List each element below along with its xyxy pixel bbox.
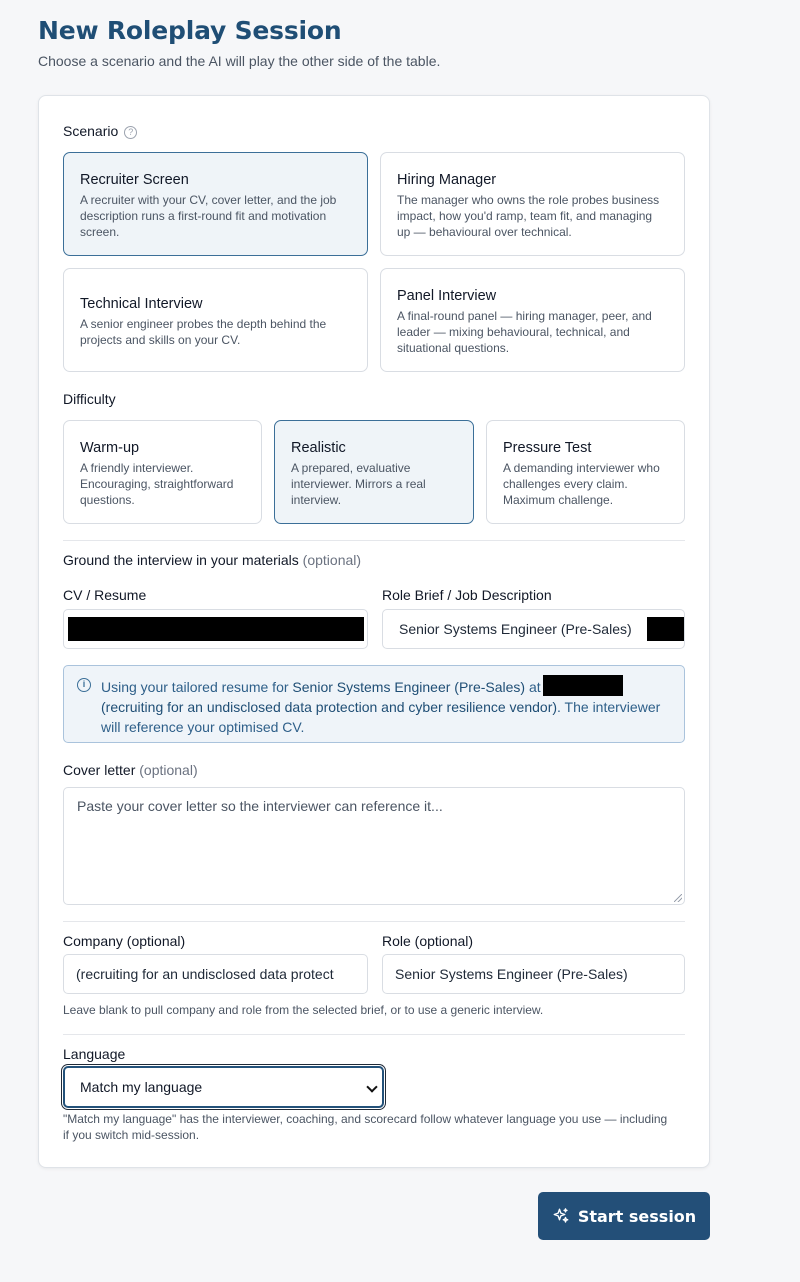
notice-prefix: Using your tailored resume for [101,679,289,695]
cover-letter-optional: (optional) [139,762,198,778]
redacted-block [68,617,364,641]
company-role-hint: Leave blank to pull company and role from the selected brief, or to use a generic interview. [63,1003,544,1017]
scenario-option-hiring-manager[interactable] [380,152,685,256]
difficulty-option-realistic[interactable] [274,420,474,524]
materials-label [63,552,361,568]
divider [63,1034,685,1035]
tailored-resume-notice [63,665,685,743]
role-input[interactable] [382,954,685,994]
difficulty-option-desc: A friendly interviewer. Encouraging, straightforward questions. [80,461,234,507]
scenario-option-desc: A final-round panel — hiring manager, peer, and leader — mixing behavioural, technical, and situational questions. [397,309,652,355]
difficulty-option-desc: A prepared, evaluative interviewer. Mirrors a real interview. [291,461,426,507]
company-label: Company (optional) [63,933,186,949]
company-input[interactable] [63,954,368,994]
scenario-option-desc: The manager who owns the role probes business impact, how you'd ramp, team fit, and managing up — behavioural over technical. [397,193,660,239]
materials-label-text: Ground the interview in your materials [63,552,299,568]
divider [63,540,685,541]
page-subtitle: Choose a scenario and the AI will play the other side of the table. [38,53,441,69]
scenario-option-technical-interview[interactable] [63,268,368,372]
session-form-card [38,95,710,1168]
difficulty-label: Difficulty [63,391,116,407]
difficulty-option-pressure-test[interactable] [486,420,685,524]
redacted-block [647,617,685,641]
role-input-value: Senior Systems Engineer (Pre-Sales) [395,966,628,982]
scenario-label-text: Scenario [63,123,119,139]
brief-label: Role Brief / Job Description [382,587,552,603]
scenario-option-recruiter-screen[interactable] [63,152,368,256]
divider [63,921,685,922]
scenario-option-title: Hiring Manager [397,172,497,188]
cv-label: CV / Resume [63,587,147,603]
difficulty-option-title: Realistic [291,440,346,456]
language-label: Language [63,1046,126,1062]
sparkle-icon [552,1207,570,1225]
role-label: Role (optional) [382,933,474,949]
resize-handle[interactable] [674,894,682,902]
start-session-button[interactable] [538,1192,710,1240]
language-select-value: Match my language [80,1079,203,1095]
help-icon[interactable]: ? [124,126,137,139]
notice-suffix: . The interviewer will reference your optimised CV. [101,699,661,735]
cover-letter-label-text: Cover letter [63,762,136,778]
difficulty-option-title: Warm-up [80,440,140,456]
language-hint: "Match my language" has the interviewer, coaching, and scorecard follow whatever language you use — including if you switch mid-session. [63,1112,668,1142]
difficulty-option-title: Pressure Test [503,440,592,456]
scenario-label [63,123,137,139]
difficulty-option-desc: A demanding interviewer who challenges every claim. Maximum challenge. [503,461,660,507]
cover-letter-placeholder: Paste your cover letter so the interviewer can reference it... [77,798,443,814]
brief-select[interactable] [382,609,685,649]
difficulty-option-warm-up[interactable] [63,420,262,524]
notice-role: Senior Systems Engineer (Pre-Sales) [292,679,526,695]
cover-letter-textarea[interactable] [63,787,685,905]
scenario-option-desc: A recruiter with your CV, cover letter, and the job description runs a first-round fit and motivation screen. [80,193,337,239]
scenario-option-title: Recruiter Screen [80,172,189,188]
materials-optional: (optional) [302,552,362,568]
cover-letter-label [63,762,198,778]
scenario-option-title: Technical Interview [80,296,203,312]
scenario-option-panel-interview[interactable] [380,268,685,372]
company-input-value: (recruiting for an undisclosed data protect [76,966,334,982]
scenario-option-title: Panel Interview [397,288,497,304]
page-title: New Roleplay Session [38,16,342,45]
notice-at: at [528,679,541,695]
notice-company: (recruiting for an undisclosed data protection and cyber resilience vendor) [101,699,558,715]
notice-text [101,675,676,737]
redacted-block [543,675,623,696]
chevron-down-icon [366,1081,377,1092]
info-icon: i [77,678,91,692]
brief-select-value: Senior Systems Engineer (Pre-Sales) [399,621,632,637]
start-session-label: Start session [577,1206,697,1226]
language-select[interactable] [63,1066,384,1108]
cv-select[interactable] [63,609,368,649]
scenario-option-desc: A senior engineer probes the depth behind the projects and skills on your CV. [80,317,327,347]
